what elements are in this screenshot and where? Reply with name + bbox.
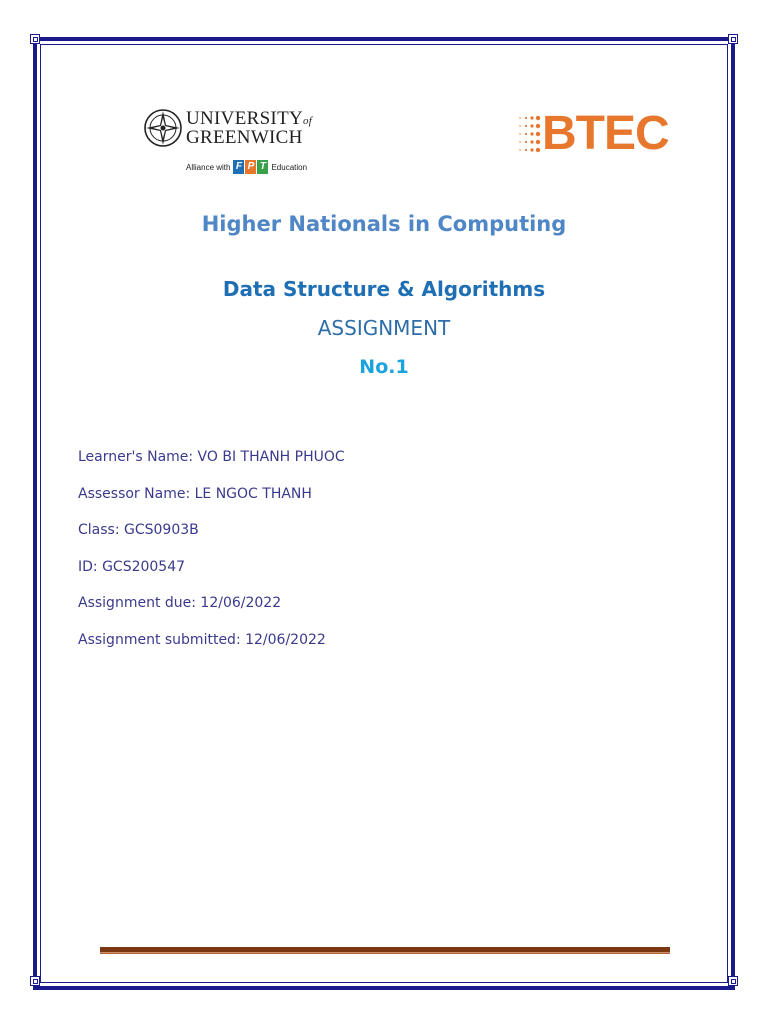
learner-info-block	[78, 447, 345, 666]
btec-dot-pattern-icon	[512, 114, 542, 154]
alliance-tagline: Alliance with F P T Education	[186, 161, 308, 172]
fpt-logo: F P T	[233, 160, 268, 174]
assignment-due-date: Assignment due: 12/06/2022	[78, 595, 282, 611]
corner-ornament-top-left	[30, 34, 40, 44]
btec-wordmark: BTEC	[542, 107, 669, 160]
compass-emblem-icon	[143, 108, 183, 148]
course-title: Data Structure & Algorithms	[222, 277, 546, 301]
greenwich-logo	[140, 100, 325, 188]
program-title: Higher Nationals in Computing	[201, 212, 567, 236]
learner-name: Learner's Name: VO BI THANH PHUOC	[78, 449, 345, 465]
corner-ornament-bottom-right	[728, 976, 738, 986]
greenwich-wordmark-line1: UNIVERSITYof	[186, 108, 313, 129]
class-code: Class: GCS0903B	[78, 522, 199, 538]
assignment-submitted-date: Assignment submitted: 12/06/2022	[78, 631, 326, 648]
corner-ornament-bottom-left	[30, 976, 40, 986]
assessor-name: Assessor Name: LE NGOC THANH	[78, 485, 312, 502]
btec-logo	[512, 106, 668, 162]
corner-ornament-top-right	[728, 34, 738, 44]
student-id: ID: GCS200547	[78, 558, 186, 575]
footer-divider	[100, 947, 670, 953]
assignment-number: No.1	[359, 356, 409, 378]
greenwich-wordmark-line2: GREENWICH	[186, 127, 303, 148]
assignment-heading: ASSIGNMENT	[317, 316, 451, 340]
